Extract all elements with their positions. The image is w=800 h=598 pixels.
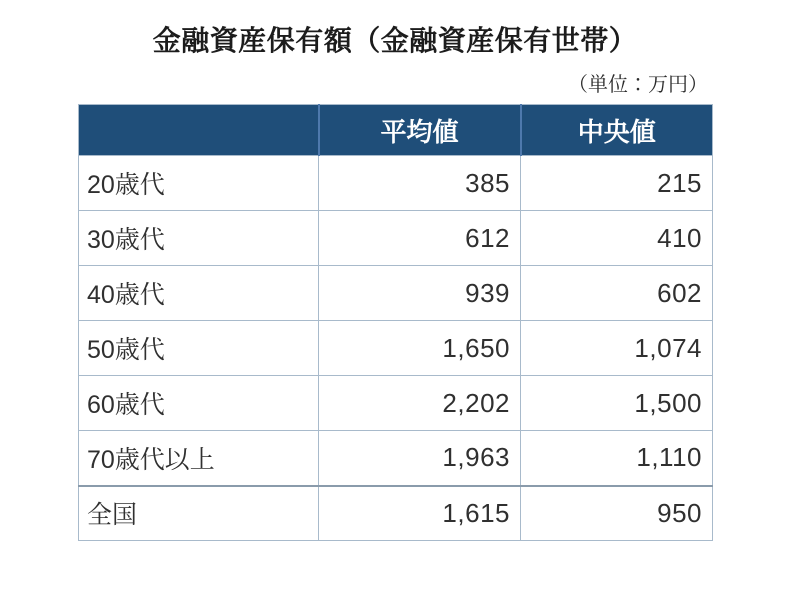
row-label-cell: 50歳代 xyxy=(79,321,319,376)
header-cell-blank xyxy=(79,105,319,156)
average-value-cell: 612 xyxy=(319,211,521,266)
average-value-cell: 1,963 xyxy=(319,431,521,486)
median-value-cell: 410 xyxy=(521,211,713,266)
average-value-cell: 1,615 xyxy=(319,486,521,541)
row-label-cell: 30歳代 xyxy=(79,211,319,266)
figure-title: 金融資産保有額（金融資産保有世帯） xyxy=(152,25,638,56)
header-row xyxy=(79,105,713,156)
median-value-cell: 1,074 xyxy=(521,321,713,376)
header-cell-average: 平均値 xyxy=(319,105,521,156)
table-row xyxy=(79,431,713,486)
table-row xyxy=(79,266,713,321)
table-row xyxy=(79,376,713,431)
table-row xyxy=(79,211,713,266)
median-value-cell: 215 xyxy=(521,156,713,211)
row-label-cell: 70歳代以上 xyxy=(79,431,319,486)
average-value-cell: 385 xyxy=(319,156,521,211)
unit-note: （単位：万円） xyxy=(568,74,708,96)
row-label-cell: 60歳代 xyxy=(79,376,319,431)
median-value-cell: 1,500 xyxy=(521,376,713,431)
average-value-cell: 939 xyxy=(319,266,521,321)
median-value-cell: 602 xyxy=(521,266,713,321)
asset-holdings-table xyxy=(78,104,713,541)
table-row xyxy=(79,156,713,211)
table-row xyxy=(79,486,713,541)
median-value-cell: 950 xyxy=(521,486,713,541)
row-label-cell: 20歳代 xyxy=(79,156,319,211)
average-value-cell: 1,650 xyxy=(319,321,521,376)
row-label-cell: 40歳代 xyxy=(79,266,319,321)
table-row xyxy=(79,321,713,376)
average-value-cell: 2,202 xyxy=(319,376,521,431)
table-body xyxy=(79,156,713,541)
row-label-cell: 全国 xyxy=(79,486,319,541)
table-figure xyxy=(78,0,712,541)
header-cell-median: 中央値 xyxy=(521,105,713,156)
median-value-cell: 1,110 xyxy=(521,431,713,486)
